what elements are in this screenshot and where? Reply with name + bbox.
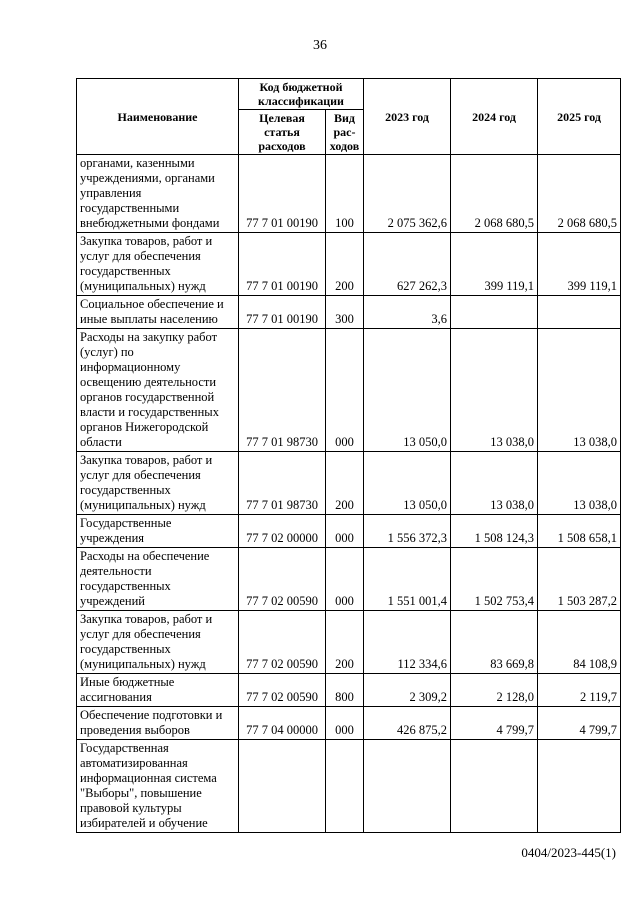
row-target-code: 77 7 02 00590 — [239, 674, 326, 707]
row-expense-type: 200 — [326, 452, 364, 515]
row-2025: 2 119,7 — [538, 674, 621, 707]
row-expense-type: 200 — [326, 233, 364, 296]
row-expense-type — [326, 740, 364, 833]
row-name: Закупка товаров, работ и услуг для обеспечения государственных (муниципальных) нужд — [77, 611, 239, 674]
row-name: Закупка товаров, работ и услуг для обеспечения государственных (муниципальных) нужд — [77, 452, 239, 515]
header-expense-type: Вид рас-ходов — [326, 110, 364, 155]
row-2025: 4 799,7 — [538, 707, 621, 740]
row-expense-type: 200 — [326, 611, 364, 674]
row-target-code: 77 7 02 00000 — [239, 515, 326, 548]
row-2023: 2 075 362,6 — [364, 155, 451, 233]
table-row — [77, 611, 621, 674]
row-target-code: 77 7 01 00190 — [239, 233, 326, 296]
row-2024: 399 119,1 — [451, 233, 538, 296]
row-2023: 112 334,6 — [364, 611, 451, 674]
document-code: 0404/2023-445(1) — [521, 845, 616, 860]
row-target-code: 77 7 01 00190 — [239, 296, 326, 329]
row-2025: 1 508 658,1 — [538, 515, 621, 548]
row-2023: 1 551 001,4 — [364, 548, 451, 611]
row-expense-type: 100 — [326, 155, 364, 233]
table-row — [77, 452, 621, 515]
header-row-top — [77, 79, 621, 110]
row-name: органами, казенными учреждениями, органами управления государственными внебюджетными фондами — [77, 155, 239, 233]
row-2024: 2 128,0 — [451, 674, 538, 707]
row-2025: 1 503 287,2 — [538, 548, 621, 611]
row-2023: 13 050,0 — [364, 329, 451, 452]
row-2024: 13 038,0 — [451, 329, 538, 452]
row-name: Расходы на обеспечение деятельности государственных учреждений — [77, 548, 239, 611]
row-target-code: 77 7 02 00590 — [239, 611, 326, 674]
row-name: Расходы на закупку работ (услуг) по информационному освещению деятельности органов государственной власти и государственных органов Нижегородской области — [77, 329, 239, 452]
table-row — [77, 515, 621, 548]
row-2023 — [364, 740, 451, 833]
row-2023: 426 875,2 — [364, 707, 451, 740]
row-2023: 1 556 372,3 — [364, 515, 451, 548]
table-row — [77, 674, 621, 707]
row-target-code — [239, 740, 326, 833]
table-row — [77, 707, 621, 740]
row-2023: 627 262,3 — [364, 233, 451, 296]
row-expense-type: 000 — [326, 515, 364, 548]
page-number: 36 — [313, 38, 327, 53]
header-2025: 2025 год — [538, 79, 621, 155]
header-2024: 2024 год — [451, 79, 538, 155]
row-name: Иные бюджетные ассигнования — [77, 674, 239, 707]
row-2023: 3,6 — [364, 296, 451, 329]
row-2025: 399 119,1 — [538, 233, 621, 296]
row-2023: 13 050,0 — [364, 452, 451, 515]
header-name: Наименование — [77, 79, 239, 155]
header-target-article: Целевая статья расходов — [239, 110, 326, 155]
row-2025 — [538, 740, 621, 833]
row-expense-type: 800 — [326, 674, 364, 707]
table-row — [77, 740, 621, 833]
row-2024: 2 068 680,5 — [451, 155, 538, 233]
row-target-code: 77 7 01 98730 — [239, 329, 326, 452]
table-row — [77, 155, 621, 233]
row-2024: 83 669,8 — [451, 611, 538, 674]
row-name: Обеспечение подготовки и проведения выборов — [77, 707, 239, 740]
row-2024: 1 502 753,4 — [451, 548, 538, 611]
row-target-code: 77 7 01 98730 — [239, 452, 326, 515]
budget-table — [76, 78, 621, 833]
row-name: Социальное обеспечение и иные выплаты населению — [77, 296, 239, 329]
row-name: Государственные учреждения — [77, 515, 239, 548]
row-2025 — [538, 296, 621, 329]
table-row — [77, 329, 621, 452]
table-row — [77, 548, 621, 611]
row-expense-type: 000 — [326, 329, 364, 452]
row-target-code: 77 7 02 00590 — [239, 548, 326, 611]
header-kbk: Код бюджетной классификации — [239, 79, 364, 110]
row-target-code: 77 7 01 00190 — [239, 155, 326, 233]
row-name: Закупка товаров, работ и услуг для обеспечения государственных (муниципальных) нужд — [77, 233, 239, 296]
table-row — [77, 296, 621, 329]
row-2024: 4 799,7 — [451, 707, 538, 740]
row-2025: 13 038,0 — [538, 452, 621, 515]
row-2024 — [451, 740, 538, 833]
row-2024 — [451, 296, 538, 329]
row-2025: 13 038,0 — [538, 329, 621, 452]
row-expense-type: 300 — [326, 296, 364, 329]
row-2025: 84 108,9 — [538, 611, 621, 674]
row-expense-type: 000 — [326, 707, 364, 740]
row-target-code: 77 7 04 00000 — [239, 707, 326, 740]
table-row — [77, 233, 621, 296]
row-name: Государственная автоматизированная информационная система "Выборы", повышение правовой культуры избирателей и обучение — [77, 740, 239, 833]
row-expense-type: 000 — [326, 548, 364, 611]
row-2025: 2 068 680,5 — [538, 155, 621, 233]
row-2023: 2 309,2 — [364, 674, 451, 707]
row-2024: 1 508 124,3 — [451, 515, 538, 548]
row-2024: 13 038,0 — [451, 452, 538, 515]
header-2023: 2023 год — [364, 79, 451, 155]
